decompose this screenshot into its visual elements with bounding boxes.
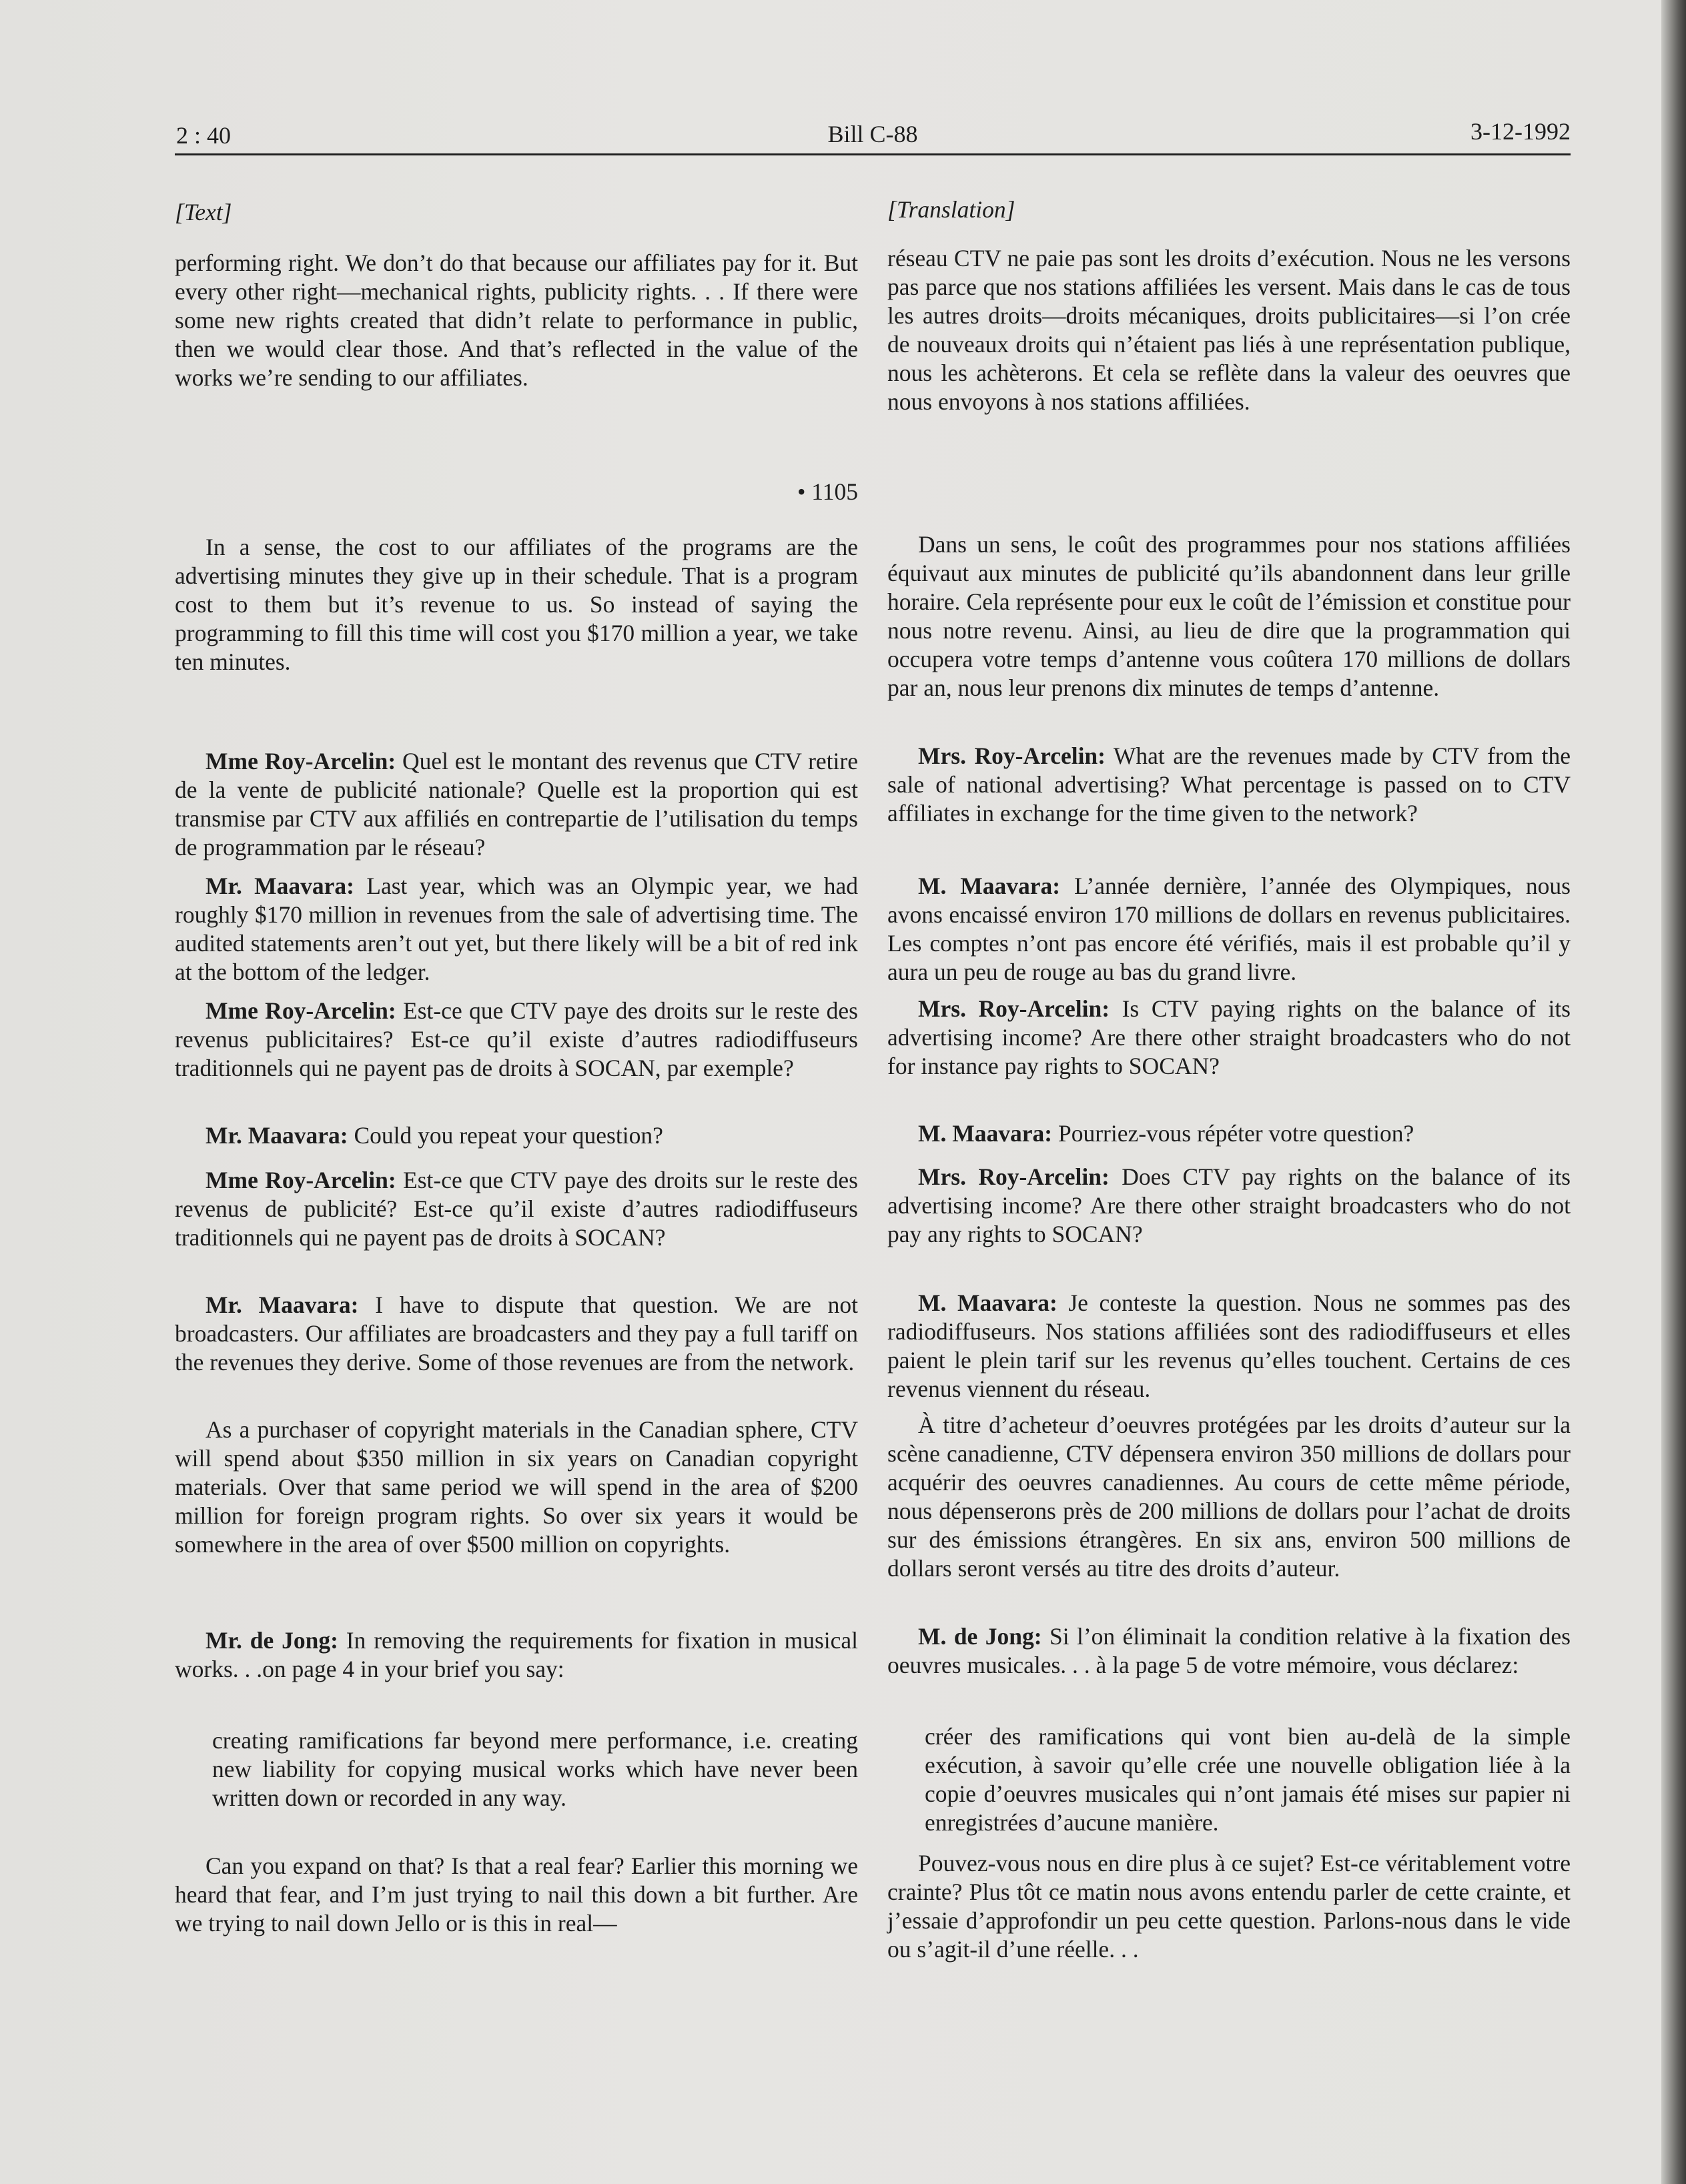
- speaker-turn: [887, 1622, 1571, 1680]
- paragraph: Dans un sens, le coût des programmes pour nos stations affiliées équivaut aux minutes de publicité qu’ils abandonnent dans leur grille horaire. Cela représente pour eux le coût de l’émission et constitue pour nous notre revenu. Ainsi, au lieu de dire que la programmation qui occupera votre temps d’antenne vous coûtera 170 millions de dollars par an, nous leur prenons dix minutes de temps d’antenne.: [887, 531, 1571, 701]
- speaker-name: M. de Jong:: [918, 1623, 1042, 1650]
- running-header: [175, 112, 1571, 155]
- speaker-turn: [887, 742, 1571, 828]
- paragraph: Can you expand on that? Is that a real fear? Earlier this morning we heard that fear, and I’m just trying to nail this down a bit further. Are we trying to nail down Jello or is this in real—: [175, 1852, 858, 1937]
- speaker-name: Mrs. Roy-Arcelin:: [918, 1163, 1110, 1190]
- document-title: Bill C-88: [827, 121, 918, 147]
- speaker-name: Mr. de Jong:: [205, 1627, 338, 1654]
- paragraph: Pouvez-vous nous en dire plus à ce sujet? Est-ce véritablement votre crainte? Plus tôt ce matin nous avons entendu parler de cette crainte, et j’essaie d’approfondir un peu cette question. Parlons-nous dans le vide ou s’agit-il d’une réelle. . .: [887, 1850, 1571, 1963]
- page-edge-shadow: [1661, 0, 1686, 2184]
- speaker-name: Mr. Maavara:: [205, 1291, 359, 1318]
- document-date: 3-12-1992: [1470, 118, 1571, 145]
- speaker-name: M. Maavara:: [918, 873, 1061, 899]
- speaker-turn: [887, 1119, 1571, 1148]
- paragraph: réseau CTV ne paie pas sont les droits d’exécution. Nous ne les versons pas parce que nos stations affiliées les versent. Mais dans le cas de tous les autres droits—droits mécaniques, droits publicitaires—si l’on crée de nouveaux droits qui n’étaient pas liés à une représentation publique, nous les achèterons. Et cela se reflète dans la valeur des oeuvres que nous envoyons à nos stations affiliées.: [887, 245, 1571, 415]
- block-quote: créer des ramifications qui vont bien au-delà de la simple exécution, à savoir qu’elle crée une nouvelle obligation liée à la copie d’oeuvres musicales qui n’ont jamais été mises sur papier ni enregistrées d’aucune manière.: [925, 1723, 1571, 1836]
- speaker-text: Est-ce que CTV paye des droits sur le reste des revenus de publicité? Est-ce qu’il existe d’autres radiodiffuseurs traditionnels qui ne payent pas de droits à SOCAN?: [175, 1167, 858, 1251]
- page-number: 2 : 40: [176, 122, 232, 149]
- speaker-name: Mme Roy-Arcelin:: [205, 1167, 396, 1193]
- speaker-turn: [887, 1289, 1571, 1404]
- speaker-name: M. Maavara:: [918, 1120, 1053, 1147]
- speaker-name: Mme Roy-Arcelin:: [205, 997, 396, 1024]
- paragraph: À titre d’acheteur d’oeuvres protégées par les droits d’auteur sur la scène canadienne, CTV dépensera environ 350 millions de dollars pour acquérir des oeuvres canadiennes. Au cours de cette même période, nous dépenserons près de 200 millions de dollars pour l’achat de droits sur des émissions étrangères. En six ans, environ 500 millions de dollars seront versés au titre des droits d’auteur.: [887, 1412, 1571, 1582]
- speaker-turn: [175, 747, 858, 862]
- speaker-name: Mr. Maavara:: [205, 1122, 348, 1149]
- column-tag: [Text]: [175, 199, 232, 225]
- speaker-text: L’année dernière, l’année des Olympiques, nous avons encaissé environ 170 millions de dollars en revenus publicitaires. Les comptes n’ont pas encore été vérifiés, mais il est probable qu’il y aura un peu de rouge au bas du grand livre.: [887, 873, 1571, 985]
- speaker-text: Quel est le montant des revenus que CTV retire de la vente de publicité nationale? Quelle est la proportion qui est transmise par CTV aux affiliés en contrepartie de l’utilisation du temps de programmation par le réseau?: [175, 748, 858, 861]
- paragraph: performing right. We don’t do that because our affiliates pay for it. But every other right—mechanical rights, publicity rights. . . If there were some new rights created that didn’t relate to performance in public, then we would clear those. And that’s reflected in the value of the works we’re sending to our affiliates.: [175, 249, 858, 391]
- speaker-text: What are the revenues made by CTV from the sale of national advertising? What percentage is passed on to CTV affiliates in exchange for the time given to the network?: [887, 742, 1571, 827]
- speaker-name: Mrs. Roy-Arcelin:: [918, 995, 1110, 1022]
- speaker-turn: [887, 995, 1571, 1081]
- speaker-turn: [175, 1626, 858, 1684]
- speaker-turn: [887, 872, 1571, 987]
- speaker-turn: [887, 1163, 1571, 1249]
- speaker-text: In removing the requirements for fixation in musical works. . .on page 4 in your brief you say:: [175, 1627, 859, 1682]
- paragraph: In a sense, the cost to our affiliates of the programs are the advertising minutes they give up in their schedule. That is a program cost to them but it’s revenue to us. So instead of saying the programming to fill this time will cost you $170 million a year, we take ten minutes.: [175, 534, 858, 675]
- paragraph: As a purchaser of copyright materials in the Canadian sphere, CTV will spend about $350 million in six years on Canadian copyright materials. Over that same period we will spend in the area of $200 million for foreign program rights. So over six years it would be somewhere in the area of over $500 million on copyrights.: [175, 1416, 858, 1558]
- speaker-name: Mme Roy-Arcelin:: [205, 748, 396, 774]
- speaker-name: Mrs. Roy-Arcelin:: [918, 742, 1106, 769]
- speaker-turn: [175, 872, 858, 987]
- block-quote: creating ramifications far beyond mere performance, i.e. creating new liability for copying musical works which have never been written down or recorded in any way.: [212, 1727, 858, 1811]
- speaker-text: Does CTV pay rights on the balance of its advertising income? Are there other straight broadcasters who do not pay any rights to SOCAN?: [887, 1163, 1571, 1247]
- speaker-text: Last year, which was an Olympic year, we had roughly $170 million in revenues from the sale of advertising time. The audited statements aren’t out yet, but there likely will be a bit of red ink at the bottom of the ledger.: [175, 873, 858, 985]
- speaker-text: Pourriez-vous répéter votre question?: [1052, 1120, 1414, 1147]
- speaker-turn: [175, 1291, 858, 1377]
- speaker-text: Je conteste la question. Nous ne sommes pas des radiodiffuseurs. Nos stations affiliées sont des radiodiffuseurs et elles paient le plein tarif sur les revenus qu’elles touchent. Certains de ces revenus viennent du réseau.: [887, 1289, 1571, 1402]
- speaker-text: Is CTV paying rights on the balance of its advertising income? Are there other straight broadcasters who do not for instance pay rights to SOCAN?: [887, 995, 1571, 1079]
- column-tag: [Translation]: [887, 196, 1015, 223]
- speaker-name: M. Maavara:: [918, 1289, 1058, 1316]
- speaker-text: I have to dispute that question. We are not broadcasters. Our affiliates are broadcasters and they pay a full tariff on the revenues they derive. Some of those revenues are from the network.: [175, 1291, 858, 1376]
- speaker-name: Mr. Maavara:: [205, 873, 354, 899]
- time-stamp: • 1105: [797, 478, 858, 505]
- speaker-text: Est-ce que CTV paye des droits sur le reste des revenus publicitaires? Est-ce qu’il existe d’autres radiodiffuseurs traditionnels qui ne payent pas de droits à SOCAN, par exemple?: [175, 997, 858, 1081]
- speaker-turn: [175, 997, 858, 1083]
- speaker-text: Could you repeat your question?: [348, 1122, 663, 1149]
- speaker-turn: [175, 1121, 858, 1150]
- speaker-turn: [175, 1166, 858, 1252]
- speaker-text: Si l’on éliminait la condition relative à la fixation des oeuvres musicales. . . à la page 5 de votre mémoire, vous déclarez:: [887, 1623, 1571, 1678]
